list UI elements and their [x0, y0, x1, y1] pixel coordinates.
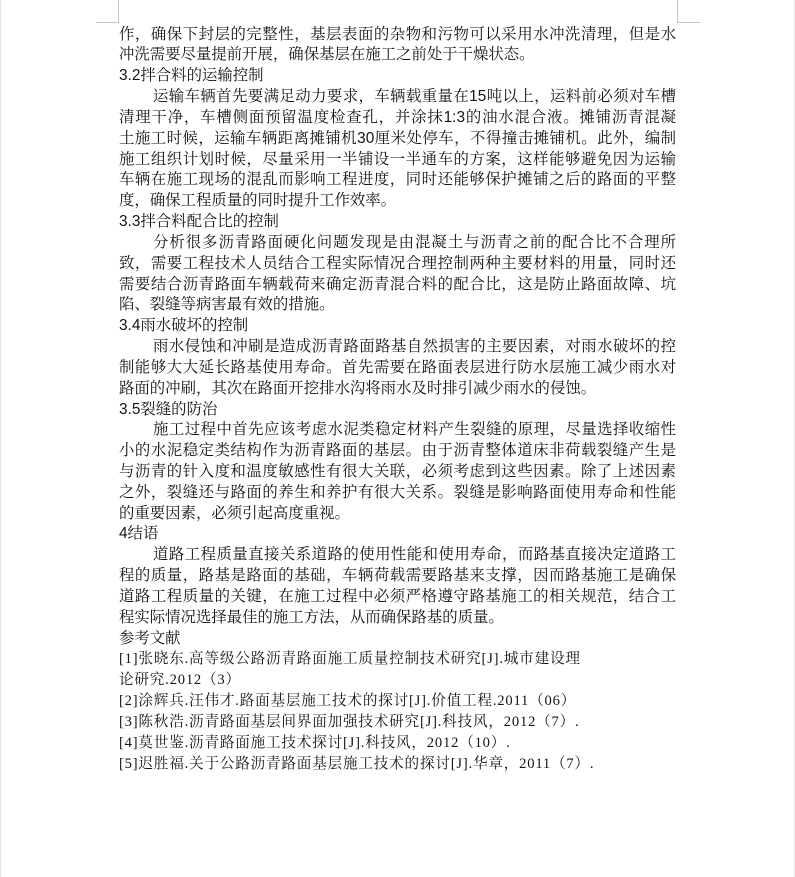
body-line: 分析很多沥青路面硬化问题发现是由混凝土与沥青之前的配合比不合理所	[153, 233, 676, 251]
section-4-conclusion	[119, 524, 676, 628]
body-line: 需要结合沥青路面车辆载荷来确定沥青混合料的配合比，这是防止路面故障、坑	[119, 275, 676, 293]
references	[119, 629, 676, 775]
body-line: 度，确保工程质量的同时提升工作效率。	[119, 192, 397, 210]
body-line: 冲洗需要尽量提前开展，确保基层在施工之前处于干燥状态。	[119, 46, 535, 64]
body-line: 作，确保下封层的完整性，基层表面的杂物和污物可以采用水冲洗清理，但是水	[119, 25, 676, 43]
paragraph-continued	[119, 25, 676, 67]
body-line: 施工组织计划时候，尽量采用一半铺设一半通车的方案，这样能够避免因为运输	[119, 150, 676, 168]
body-line: 程实际情况选择最佳的施工方法，从而确保路基的质量。	[119, 608, 504, 626]
body-line: 致，需要工程技术人员结合工程实际情况合理控制两种主要材料的用量，同时还	[119, 254, 676, 272]
top-right-crop-mark	[677, 0, 678, 22]
reference-item: [3]陈秋浩.沥青路面基层间界面加强技术研究[J].科技风，2012（7）.	[119, 713, 580, 730]
body-line: 路面的冲刷，其次在路面开挖排水沟将雨水及时排引减少雨水的侵蚀。	[119, 379, 597, 397]
top-left-crop-mark	[96, 22, 119, 23]
section-3-3	[119, 212, 676, 316]
body-line: 土施工时候，运输车辆距离摊铺机30厘米处停车，不得撞击摊铺机。此外，编制	[119, 129, 676, 147]
body-line: 道路工程质量直接关系道路的使用性能和使用寿命，而路基直接决定道路工	[153, 546, 676, 564]
body-line: 道路工程质量的关键，在施工过程中必须严格遵守路基施工的相关规范，结合工	[119, 587, 676, 605]
body-line: 运输车辆首先要满足动力要求，车辆载重量在15吨以上，运料前必须对车槽	[153, 88, 676, 106]
body-line: 制能够大大延长路基使用寿命。首先需要在路面表层进行防水层施工减少雨水对	[119, 358, 676, 376]
reference-item-continued: 论研究.2012（3）	[119, 672, 241, 689]
reference-item: [4]莫世鉴.沥青路面施工技术探讨[J].科技风，2012（10）.	[119, 734, 511, 751]
document-body	[119, 25, 676, 775]
body-line: 之外，裂缝还与路面的养生和养护有很大关系。裂缝是影响路面使用寿命和性能	[119, 483, 676, 501]
section-3-5	[119, 400, 676, 525]
body-line: 陷、裂缝等病害最有效的措施。	[119, 296, 335, 314]
body-line: 施工过程中首先应该考虑水泥类稳定材料产生裂缝的原理，尽量选择收缩性	[153, 421, 676, 439]
section-heading: 4结语	[119, 525, 159, 543]
body-line: 清理干净，车槽侧面预留温度检查孔，并涂抹1:3的油水混合液。摊铺沥青混凝	[119, 108, 676, 126]
section-3-4	[119, 316, 676, 399]
section-heading: 3.4雨水破坏的控制	[119, 317, 249, 335]
body-line: 车辆在施工现场的混乱而影响工程进度，同时还能够保护摊铺之后的路面的平整	[119, 171, 676, 189]
body-line: 小的水泥稳定类结构作为沥青路面的基层。由于沥青整体道床非荷载裂缝产生是	[119, 442, 676, 460]
top-right-crop-mark	[677, 22, 700, 23]
section-3-2	[119, 66, 676, 212]
reference-item: [1]张晓东.高等级公路沥青路面施工质量控制技术研究[J].城市建设理	[119, 651, 581, 668]
section-heading: 3.2拌合料的运输控制	[119, 67, 264, 85]
top-left-crop-mark	[118, 0, 119, 22]
body-line: 雨水侵蚀和冲刷是造成沥青路面路基自然损害的主要因素，对雨水破坏的控	[153, 338, 676, 356]
reference-item: [2]涂辉兵.汪伟才.路面基层施工技术的探讨[J].价值工程.2011（06）	[119, 693, 577, 710]
section-heading: 3.3拌合料配合比的控制	[119, 213, 279, 231]
reference-item: [5]迟胜福.关于公路沥青路面基层施工技术的探讨[J].华章，2011（7）.	[119, 755, 595, 772]
references-heading: 参考文献	[119, 629, 181, 647]
body-line: 与沥青的针入度和温度敏感性有很大关联，必须考虑到这些因素。除了上述因素	[119, 462, 676, 480]
section-heading: 3.5裂缝的防治	[119, 400, 218, 418]
body-line: 程的质量，路基是路面的基础，车辆荷载需要路基来支撑，因而路基施工是确保	[119, 567, 676, 585]
body-line: 的重要因素，必须引起高度重视。	[119, 504, 350, 522]
